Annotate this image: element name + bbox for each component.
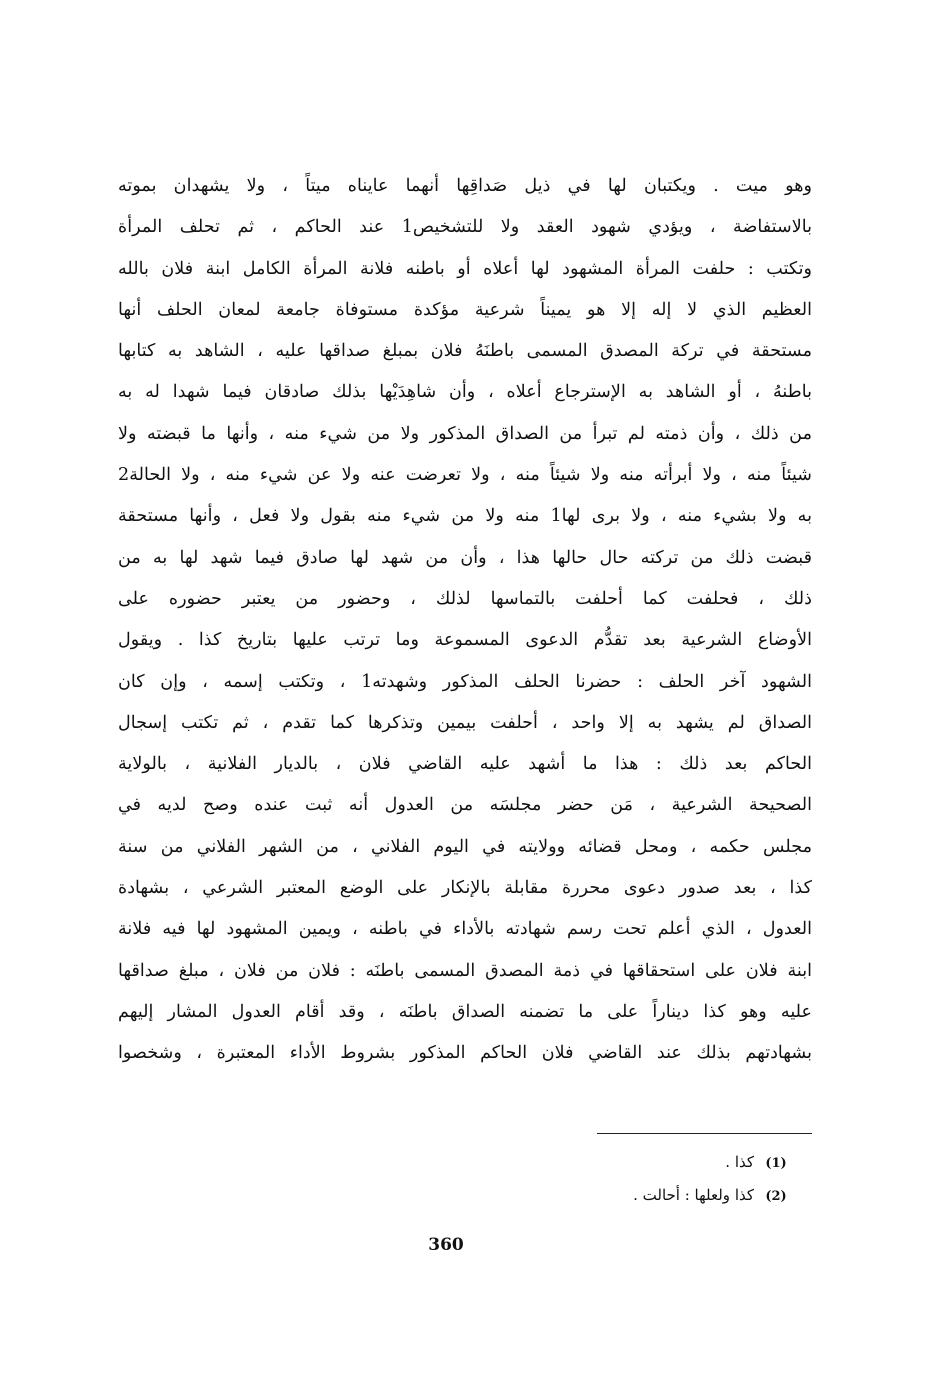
- footnote-text: كذا ولعلها : أحالت .: [633, 1186, 754, 1204]
- text-line: العدول ، الذي أعلم تحت رسم شهادته بالأداء في باطنه ، ويمين المشهود لها فيه فلانة: [118, 919, 812, 940]
- footnote-text: كذا .: [725, 1153, 754, 1171]
- page-number: 360: [428, 1235, 464, 1255]
- text-line: العظيم الذي لا إله إلا هو يميناً شرعية مؤكدة مستوفاة جامعة لمعان الحلف أنها: [118, 299, 812, 320]
- text-line: الصداق لم يشهد به إلا واحد ، أحلفت بيمين وتذكرها كما تقدم ، ثم تكتب إسجال: [118, 712, 812, 733]
- body-text: [118, 166, 812, 1075]
- text-line: الحاكم بعد ذلك : هذا ما أشهد عليه القاضي فلان ، بالديار الفلانية ، بالولاية: [118, 754, 812, 775]
- footnote-divider: [597, 1133, 812, 1134]
- text-line: وتكتب : حلفت المرأة المشهود لها أعلاه أو باطنه فلانة المرأة الكامل ابنة فلان بالله: [118, 258, 812, 279]
- text-line: ذلك ، فحلفت كما أحلفت بالتماسها لذلك ، وحضور من يعتبر حضوره على: [118, 588, 812, 609]
- text-line: ابنة فلان على استحقاقها في ذمة المصدق المسمى باطنَه : فلان من فلان ، مبلغ صداقها: [118, 960, 812, 981]
- footnote-number: (1): [765, 1156, 787, 1171]
- footnote-number: (2): [765, 1189, 787, 1204]
- text-line: عليه وهو كذا ديناراً على ما تضمنه الصداق باطنَه ، وقد أقام العدول المشار إليهم: [118, 1001, 812, 1022]
- text-line: كذا ، بعد صدور دعوى محررة مقابلة بالإنكار على الوضع المعتبر الشرعي ، بشهادة: [118, 878, 812, 899]
- text-line: من ذلك ، وأن ذمته لم تبرأ من الصداق المذكور ولا من شيء منه ، وأنها ما قبضته ولا: [118, 423, 812, 444]
- footnote-item: [418, 1146, 792, 1179]
- text-line: قبضت ذلك من تركته حال حالها هذا ، وأن من شهد لها صادق فيما شهد لها به من: [118, 547, 812, 568]
- text-line: الأوضاع الشرعية بعد تقدُّم الدعوى المسموعة وما ترتب عليها بتاريخ كذا . ويقول: [118, 630, 812, 651]
- text-line: بشهادتهم بذلك عند القاضي فلان الحاكم المذكور بشروط الأداء المعتبرة ، وشخصوا: [118, 1043, 812, 1064]
- footnotes: [418, 1146, 792, 1212]
- text-line: وهو ميت . ويكتبان لها في ذيل صَداقِها أنهما عايناه ميتاً ، ولا يشهدان بموته: [118, 176, 812, 196]
- text-line: الشهود آخر الحلف : حضرنا الحلف المذكور وشهدته1 ، وتكتب إسمه ، وإن كان: [118, 671, 812, 692]
- text-line: بالاستفاضة ، ويؤدي شهود العقد ولا للتشخيص1 عند الحاكم ، ثم تحلف المرأة: [118, 217, 812, 238]
- text-line: باطنهُ ، أو الشاهد به الإسترجاع أعلاه ، وأن شاهِدَيْها بذلك صادقان فيما شهدا له به: [118, 382, 812, 403]
- text-line: به ولا بشيء منه ، ولا برى لها1 منه ولا من شيء منه بقول ولا فعل ، وأنها مستحقة: [118, 506, 812, 527]
- footnote-item: [418, 1179, 792, 1212]
- text-line: مجلس حكمه ، ومحل قضائه وولايته في اليوم الفلاني ، من الشهر الفلاني من سنة: [118, 836, 812, 857]
- text-line: مستحقة في تركة المصدق المسمى باطنَهُ فلان بمبلغ صداقها عليه ، الشاهد به كتابها: [118, 341, 812, 362]
- text-line: الصحيحة الشرعية ، مَن حضر مجلسَه من العدول أنه ثبت عنده وصح لديه في: [118, 795, 812, 816]
- text-line: شيئاً منه ، ولا أبرأته منه ولا شيئاً منه ، ولا تعرضت عنه ولا عن شيء منه ، ولا الحالة2: [118, 465, 812, 486]
